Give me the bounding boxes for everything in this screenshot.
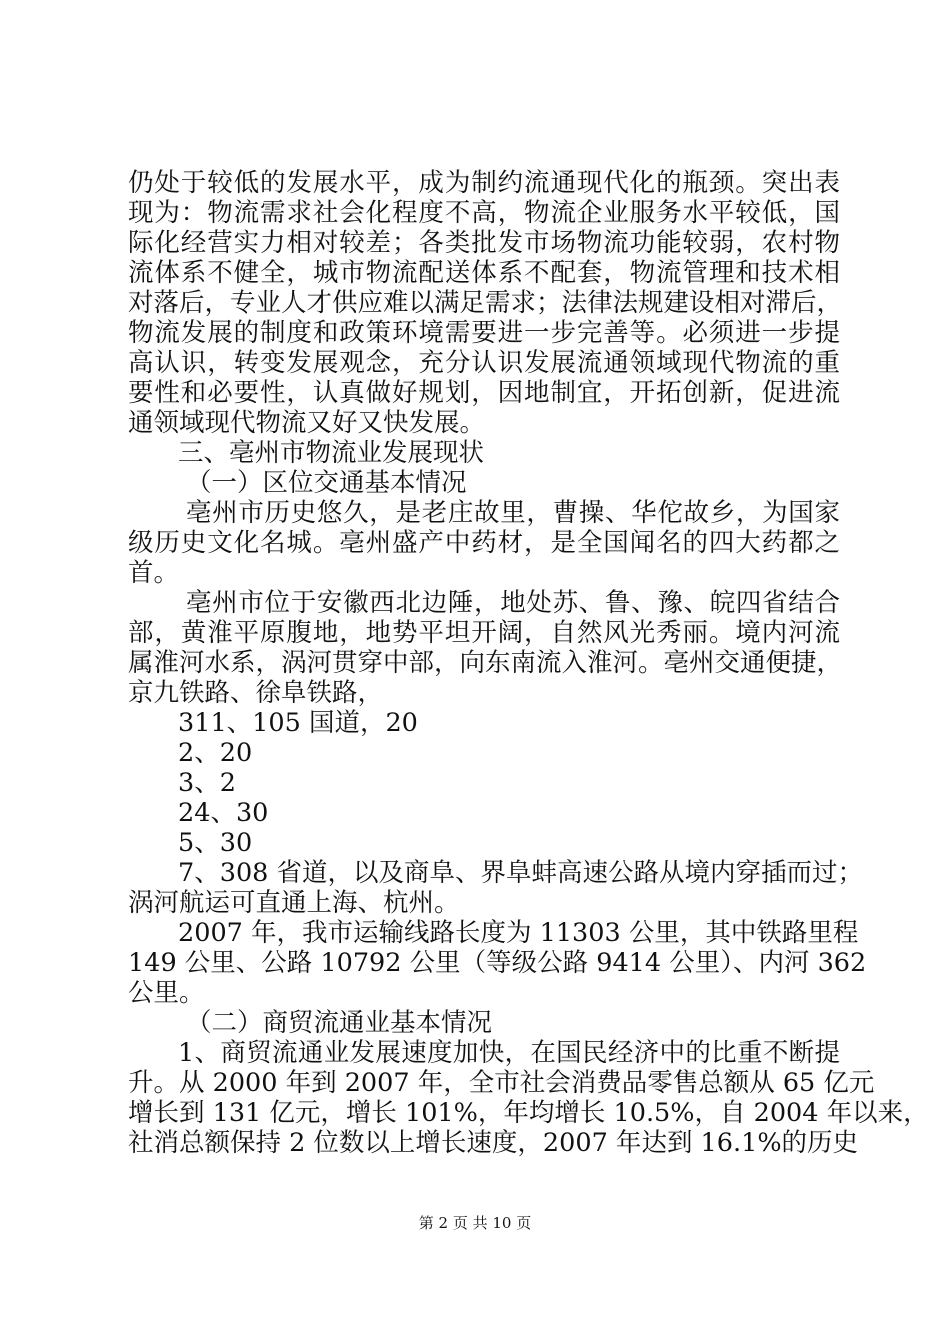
text-line: 升。从 2000 年到 2007 年，全市社会消费品零售总额从 65 亿元 [128, 1068, 875, 1098]
text-line: 社消总额保持 2 位数以上增长速度，2007 年达到 16.1%的历史 [128, 1128, 859, 1158]
text-line: 2、20 [178, 738, 253, 768]
text-line: 增长到 131 亿元，增长 101%，年均增长 10.5%，自 2004 年以来， [128, 1098, 929, 1128]
text-line: 通领域现代物流又好又快发展。 [128, 408, 486, 438]
text-line: 际化经营实力相对较差；各类批发市场物流功能较弱，农村物 [128, 228, 840, 258]
text-line: 仍处于较低的发展水平，成为制约流通现代化的瓶颈。突出表 [128, 168, 840, 198]
page-number-footer: 第 2 页 共 10 页 [418, 1214, 532, 1232]
text-line: 7、308 省道，以及商阜、界阜蚌高速公路从境内穿插而过； [178, 858, 864, 888]
document-body [128, 168, 929, 1158]
text-line: 亳州市历史悠久，是老庄故里，曹操、华佗故乡，为国家 [186, 498, 840, 528]
text-line: 级历史文化名城。亳州盛产中药材，是全国闻名的四大药都之 [128, 528, 840, 558]
text-line: 对落后，专业人才供应难以满足需求；法律法规建设相对滞后， [128, 288, 843, 318]
text-line: 首。 [128, 558, 180, 588]
subsection-heading: （二）商贸流通业基本情况 [186, 1008, 493, 1038]
text-line: 2007 年，我市运输线路长度为 11303 公里，其中铁路里程 [178, 918, 859, 948]
text-line: 公里。 [128, 978, 205, 1008]
section-heading: 三、亳州市物流业发展现状 [178, 438, 485, 468]
text-line: 高认识，转变发展观念，充分认识发展流通领域现代物流的重 [128, 348, 840, 378]
text-line: 流体系不健全，城市物流配送体系不配套，物流管理和技术相 [128, 258, 840, 288]
text-line: 涡河航运可直通上海、杭州。 [128, 888, 460, 918]
text-line: 亳州市位于安徽西北边陲，地处苏、鲁、豫、皖四省结合 [186, 588, 840, 618]
text-line: 要性和必要性，认真做好规划，因地制宜，开拓创新，促进流 [128, 378, 840, 408]
text-line: 属淮河水系，涡河贯穿中部，向东南流入淮河。亳州交通便捷， [128, 648, 843, 678]
text-line: 149 公里、公路 10792 公里（等级公路 9414 公里）、内河 362 [128, 948, 867, 978]
text-line: 1、商贸流通业发展速度加快，在国民经济中的比重不断提 [178, 1038, 840, 1068]
text-line: 部，黄淮平原腹地，地势平坦开阔，自然风光秀丽。境内河流 [128, 618, 840, 648]
text-line: 24、30 [178, 798, 269, 828]
text-line: 物流发展的制度和政策环境需要进一步完善等。必须进一步提 [128, 318, 840, 348]
text-line: 311、105 国道，20 [178, 708, 418, 738]
text-line: 3、2 [178, 768, 236, 798]
text-line: 5、30 [178, 828, 253, 858]
text-line: 京九铁路、徐阜铁路， [128, 678, 384, 708]
subsection-heading: （一）区位交通基本情况 [186, 468, 467, 498]
text-line: 现为：物流需求社会化程度不高，物流企业服务水平较低，国 [128, 198, 840, 228]
